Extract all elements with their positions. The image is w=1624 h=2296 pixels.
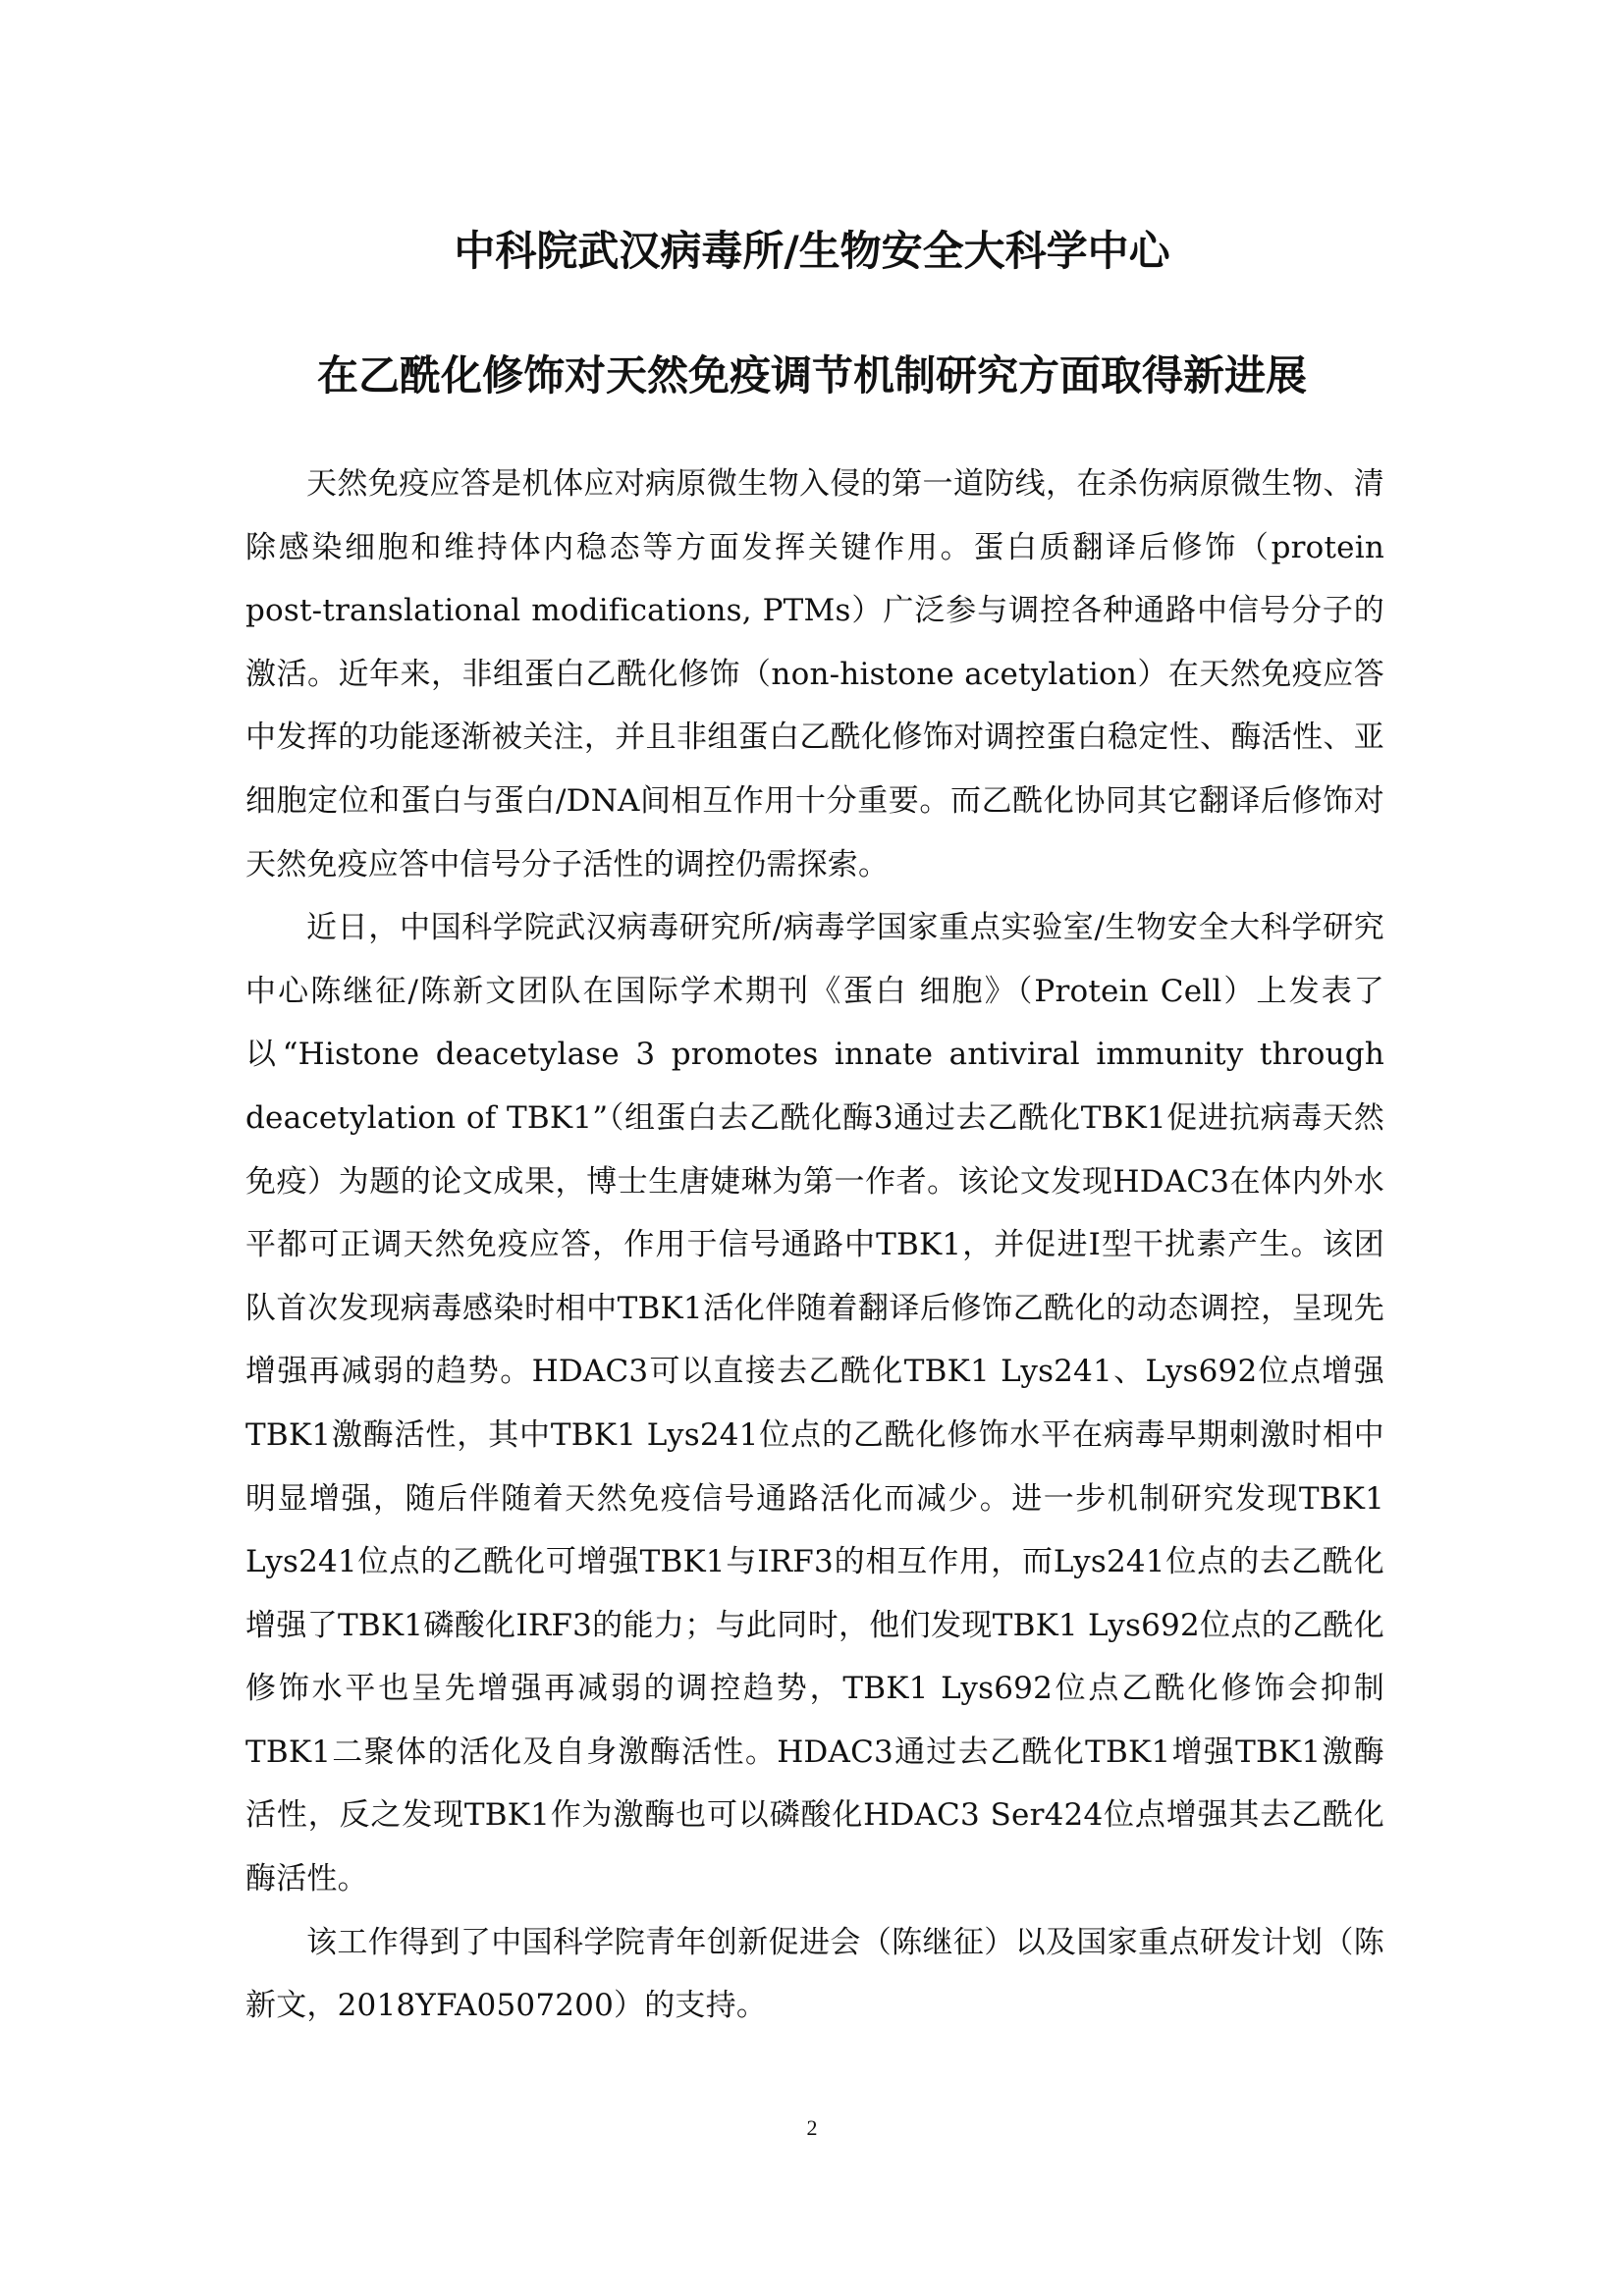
paragraph-intro: 天然免疫应答是机体应对病原微生物入侵的第一道防线，在杀伤病原微生物、清除感染细胞和维持体内稳态等方面发挥关键作用。蛋白质翻译后修饰（protein post-translational modifications, PTMs）广泛参与调控各种通路中信号分子的激活。近年来，非组蛋白乙酰化修饰（non-histone acetylation）在天然免疫应答中发挥的功能逐渐被关注，并且非组蛋白乙酰化修饰对调控蛋白稳定性、酶活性、亚细胞定位和蛋白与蛋白/DNA间相互作用十分重要。而乙酰化协同其它翻译后修饰对天然免疫应答中信号分子活性的调控仍需探索。 — [245, 466, 1384, 882]
article-body — [245, 453, 1384, 2038]
page-number: 2 — [806, 2115, 818, 2140]
title-line-2: 在乙酰化修饰对天然免疫调节机制研究方面取得新进展 — [316, 351, 1307, 400]
paragraph-findings: 近日，中国科学院武汉病毒研究所/病毒学国家重点实验室/生物安全大科学研究中心陈继征/陈新文团队在国际学术期刊《蛋白 细胞》（Protein Cell）上发表了以“Histone deacetylase 3 promotes innate antiviral immunity through deacetylation of TBK1”（组蛋白去乙酰化酶3通过去乙酰化TBK1促进抗病毒天然免疫）为题的论文成果，博士生唐婕琳为第一作者。该论文发现HDAC3在体内外水平都可正调天然免疫应答，作用于信号通路中TBK1，并促进Ⅰ型干扰素产生。该团队首次发现病毒感染时相中TBK1活化伴随着翻译后修饰乙酰化的动态调控，呈现先增强再减弱的趋势。HDAC3可以直接去乙酰化TBK1 Lys241、Lys692位点增强TBK1激酶活性，其中TBK1 Lys241位点的乙酰化修饰水平在病毒早期刺激时相中明显增强，随后伴随着天然免疫信号通路活化而减少。进一步机制研究发现TBK1 Lys241位点的乙酰化可增强TBK1与IRF3的相互作用，而Lys241位点的去乙酰化增强了TBK1磷酸化IRF3的能力；与此同时，他们发现TBK1 Lys692位点的乙酰化修饰水平也呈先增强再减弱的调控趋势，TBK1 Lys692位点乙酰化修饰会抑制TBK1二聚体的活化及自身激酶活性。HDAC3通过去乙酰化TBK1增强TBK1激酶活性，反之发现TBK1作为激酶也可以磷酸化HDAC3 Ser424位点增强其去乙酰化酶活性。 — [245, 910, 1384, 1897]
title-line-1: 中科院武汉病毒所/生物安全大科学中心 — [454, 227, 1170, 275]
paragraph-funding: 该工作得到了中国科学院青年创新促进会（陈继征）以及国家重点研发计划（陈新文，2018YFA0507200）的支持。 — [245, 1924, 1384, 2024]
